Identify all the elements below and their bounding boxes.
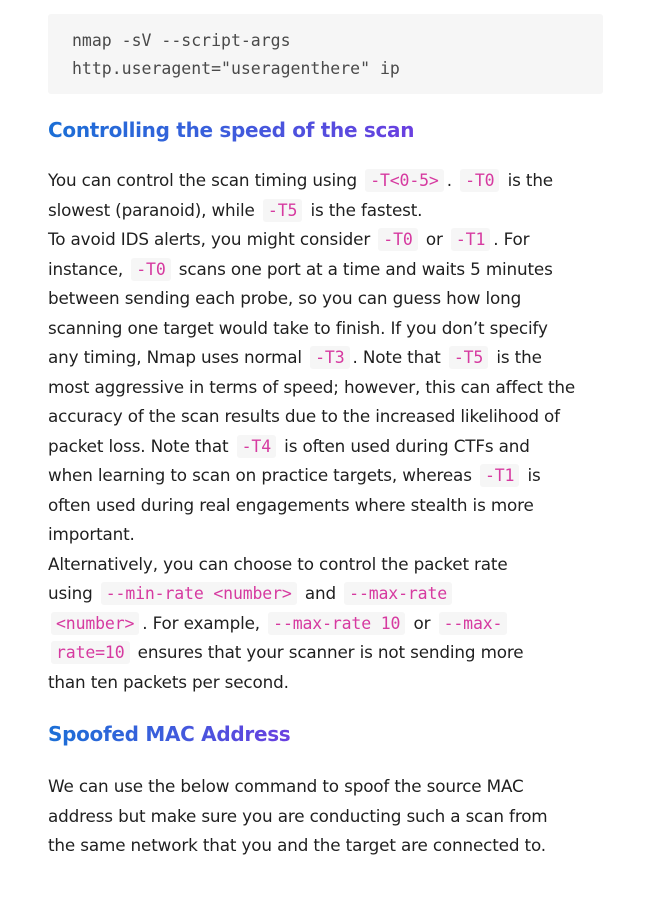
text-run: instance, bbox=[48, 258, 129, 279]
text-run: than ten packets per second. bbox=[48, 671, 289, 692]
inline-code: --max-rate 10 bbox=[268, 612, 405, 635]
text-line bbox=[48, 772, 608, 802]
text-run: address but make sure you are conducting such a scan from bbox=[48, 805, 548, 826]
text-run: ensures that your scanner is not sending more bbox=[132, 642, 524, 662]
text-run: Alternatively, you can choose to control the packet rate bbox=[48, 553, 508, 574]
section-heading-scan-speed: Controlling the speed of the scan bbox=[48, 118, 415, 142]
text-line bbox=[48, 373, 608, 403]
inline-code: -T5 bbox=[449, 346, 488, 369]
text-line bbox=[48, 802, 608, 832]
text-line bbox=[48, 196, 608, 226]
inline-code: --max- bbox=[439, 612, 508, 635]
text-line bbox=[48, 461, 608, 491]
text-run: is the bbox=[502, 170, 553, 190]
text-line bbox=[48, 432, 608, 462]
text-line bbox=[48, 402, 608, 432]
text-run: and bbox=[299, 583, 342, 603]
text-line bbox=[48, 638, 608, 668]
text-line bbox=[48, 831, 608, 861]
text-run: We can use the below command to spoof the source MAC bbox=[48, 776, 524, 796]
text-run: or bbox=[420, 229, 448, 249]
text-run: . Note that bbox=[352, 347, 446, 367]
code-line-2: http.useragent="useragenthere" ip bbox=[72, 59, 400, 78]
inline-code: -T3 bbox=[310, 346, 349, 369]
text-line bbox=[48, 343, 608, 373]
inline-code: --max-rate bbox=[344, 582, 452, 605]
section-heading-spoofed-mac: Spoofed MAC Address bbox=[48, 722, 291, 746]
text-run: when learning to scan on practice targets, whereas bbox=[48, 465, 477, 485]
paragraph-scan-speed bbox=[48, 166, 608, 697]
text-line bbox=[48, 255, 608, 285]
text-run: most aggressive in terms of speed; however, this can affect the bbox=[48, 376, 576, 397]
text-line bbox=[48, 166, 608, 196]
inline-code: -T4 bbox=[237, 435, 276, 458]
text-run: You can control the scan timing using bbox=[48, 170, 363, 190]
text-run: . For example, bbox=[142, 612, 266, 633]
text-line bbox=[48, 520, 608, 550]
inline-code: -T1 bbox=[451, 228, 490, 251]
inline-code: <number> bbox=[51, 612, 139, 635]
paragraph-spoofed-mac bbox=[48, 772, 608, 861]
inline-code: -T0 bbox=[131, 258, 170, 281]
inline-code: rate=10 bbox=[51, 641, 130, 664]
text-run: packet loss. Note that bbox=[48, 435, 234, 456]
text-run: scanning one target would take to finish. If you don’t specify bbox=[48, 317, 548, 338]
text-line bbox=[48, 225, 608, 255]
text-run: accuracy of the scan results due to the increased likelihood of bbox=[48, 406, 560, 426]
text-line bbox=[48, 491, 608, 521]
code-block bbox=[48, 14, 603, 94]
text-line bbox=[48, 609, 608, 639]
text-run: any timing, Nmap uses normal bbox=[48, 347, 308, 367]
inline-code: -T1 bbox=[480, 464, 519, 487]
text-run: or bbox=[408, 612, 436, 633]
text-run: using bbox=[48, 583, 98, 603]
text-run: is the fastest. bbox=[305, 199, 423, 220]
inline-code: -T0 bbox=[378, 228, 417, 251]
code-line-1: nmap -sV --script-args bbox=[72, 31, 291, 50]
text-run: scans one port at a time and waits 5 minutes bbox=[173, 258, 553, 279]
inline-code: -T0 bbox=[460, 169, 499, 192]
text-run: . For bbox=[493, 229, 530, 249]
inline-code: --min-rate <number> bbox=[101, 582, 297, 605]
text-run: is bbox=[522, 465, 541, 485]
text-run: is the bbox=[491, 347, 542, 367]
text-run: slowest (paranoid), while bbox=[48, 199, 260, 220]
text-line bbox=[48, 314, 608, 344]
inline-code: -T<0-5> bbox=[365, 169, 444, 192]
text-line bbox=[48, 668, 608, 698]
text-run: the same network that you and the target are connected to. bbox=[48, 835, 546, 855]
text-run: often used during real engagements where stealth is more bbox=[48, 494, 534, 515]
text-run: To avoid IDS alerts, you might consider bbox=[48, 229, 376, 249]
text-line bbox=[48, 284, 608, 314]
text-line bbox=[48, 579, 608, 609]
inline-code: -T5 bbox=[263, 199, 302, 222]
text-run: is often used during CTFs and bbox=[279, 435, 530, 456]
text-run: between sending each probe, so you can guess how long bbox=[48, 288, 522, 308]
text-run: . bbox=[446, 170, 458, 190]
text-line bbox=[48, 550, 608, 580]
text-run: important. bbox=[48, 524, 135, 544]
